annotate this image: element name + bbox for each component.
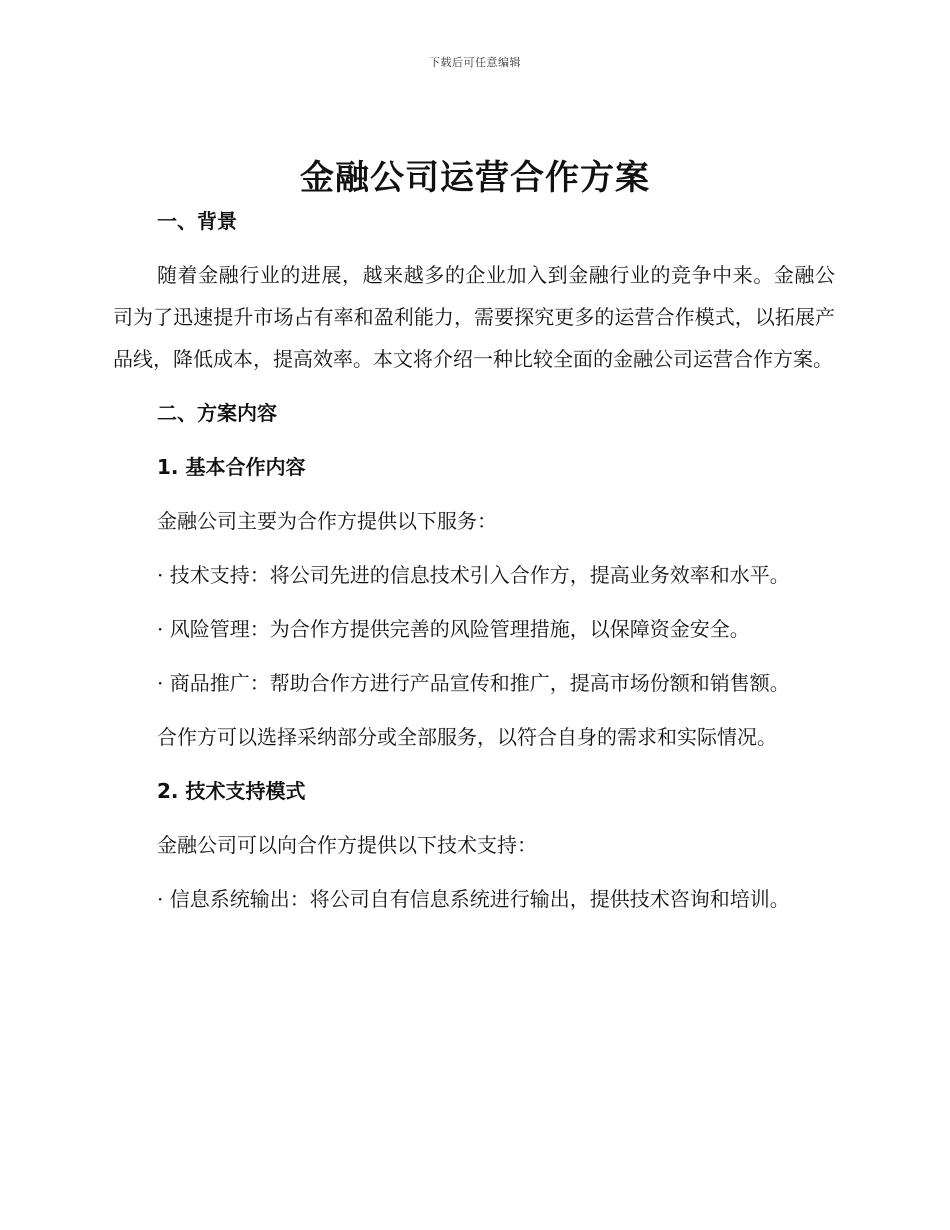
paragraph-services-intro: 金融公司主要为合作方提供以下服务： bbox=[157, 509, 497, 533]
list-item-product-promotion: · 商品推广：帮助合作方进行产品宣传和推广，提高市场份额和销售额。 bbox=[157, 671, 790, 695]
paragraph-services-outro: 合作方可以选择采纳部分或全部服务，以符合自身的需求和实际情况。 bbox=[157, 725, 777, 749]
subsection-heading-tech-support-mode: 2. 技术支持模式 bbox=[157, 779, 306, 803]
subsection-heading-basic-cooperation: 1. 基本合作内容 bbox=[157, 455, 306, 479]
list-item-info-system-output: · 信息系统输出：将公司自有信息系统进行输出，提供技术咨询和培训。 bbox=[157, 887, 790, 911]
paragraph-background: 随着金融行业的进展，越来越多的企业加入到金融行业的竞争中来。金融公司为了迅速提升市场占有率和盈利能力，需要探究更多的运营合作模式，以拓展产品线，降低成本，提高效率。本文将介绍一种比较全面的金融公司运营合作方案。 bbox=[113, 263, 835, 371]
document-title: 金融公司运营合作方案 bbox=[300, 158, 650, 198]
section-heading-plan-content: 二、方案内容 bbox=[157, 401, 277, 425]
section-heading-background: 一、背景 bbox=[157, 209, 237, 233]
page-header-note: 下载后可任意编辑 bbox=[429, 56, 521, 69]
list-item-risk-management: · 风险管理：为合作方提供完善的风险管理措施，以保障资金安全。 bbox=[157, 617, 750, 641]
list-item-tech-support: · 技术支持：将公司先进的信息技术引入合作方，提高业务效率和水平。 bbox=[157, 563, 790, 587]
paragraph-tech-support-intro: 金融公司可以向合作方提供以下技术支持： bbox=[157, 833, 537, 857]
document-body bbox=[113, 200, 835, 920]
